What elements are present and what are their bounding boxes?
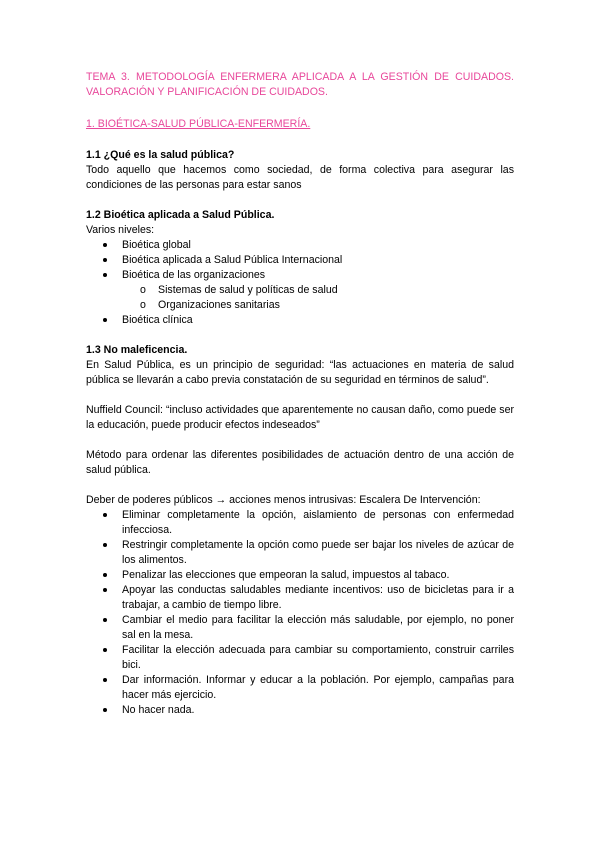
spacer [86,388,514,403]
list-item: Apoyar las conductas saludables mediante incentivos: uso de bicicletas para ir a trabajar, a cambio de tiempo libre. [122,584,514,611]
list-item: Bioética clínica [122,314,193,326]
spacer [86,328,514,343]
list-item: No hacer nada. [122,704,195,716]
sub-list-item: o Sistemas de salud y políticas de salud [140,284,338,296]
list-item: Cambiar el medio para facilitar la elección más saludable, por ejemplo, no poner sal en la mesa. [122,614,514,641]
section-1-3-heading: 1.3 No maleficencia. [86,344,188,356]
section-1-2-heading: 1.2 Bioética aplicada a Salud Pública. [86,209,275,221]
list-item: Facilitar la elección adecuada para cambiar su comportamiento, construir carriles bici. [122,644,514,671]
levels-list [86,238,514,328]
title-line-2: VALORACIÓN Y PLANIFICACIÓN DE CUIDADOS. [86,86,328,98]
document-page [86,70,514,718]
sub-list-item: o Organizaciones sanitarias [140,299,280,311]
sublist [122,283,514,313]
spacer [86,433,514,448]
document-title [86,70,514,100]
section-1-3-paragraph-4: Deber de poderes públicos → acciones menos intrusivas: Escalera De Intervención: [86,494,481,506]
section-1-2-intro: Varios niveles: [86,224,155,236]
spacer [86,193,514,208]
section-1-1-heading: 1.1 ¿Qué es la salud pública? [86,149,235,161]
list-item: Bioética global [122,239,191,251]
intervention-ladder-list [86,508,514,718]
circle-bullet-icon: o [140,284,146,296]
list-item: Bioética aplicada a Salud Pública Internacional [122,254,343,266]
list-item: Dar información. Informar y educar a la población. Por ejemplo, campañas para hacer más ejercicio. [122,674,514,701]
list-item: Eliminar completamente la opción, aislamiento de personas con enfermedad infecciosa. [122,509,514,536]
section-1-3-paragraph-2: Nuffield Council: “incluso actividades que aparentemente no causan daño, como puede ser la educación, puede producir efectos indeseados” [86,404,514,431]
circle-bullet-icon: o [140,299,146,311]
spacer [86,478,514,493]
section-1-heading-link[interactable]: 1. BIOÉTICA-SALUD PÚBLICA-ENFERMERÍA. [86,118,311,130]
list-item: Bioética de las organizaciones o Sistemas de salud y políticas de salud o Organizaciones sanitarias [86,268,514,313]
section-1-3-paragraph-1: En Salud Pública, es un principio de seguridad: “las actuaciones en materia de salud pública se llevarán a cabo previa constatación de su seguridad en términos de salud”. [86,359,514,386]
title-line-1: TEMA 3. METODOLOGÍA ENFERMERA APLICADA A LA GESTIÓN DE CUIDADOS. [86,71,514,83]
list-item: Restringir completamente la opción como puede ser bajar los niveles de azúcar de los alimentos. [122,539,514,566]
list-item: Penalizar las elecciones que empeoran la salud, impuestos al tabaco. [122,569,450,581]
section-1-3-paragraph-3: Método para ordenar las diferentes posibilidades de actuación dentro de una acción de salud pública. [86,449,514,476]
section-1-1-text: Todo aquello que hacemos como sociedad, de forma colectiva para asegurar las condiciones de las personas para estar sanos [86,164,514,191]
